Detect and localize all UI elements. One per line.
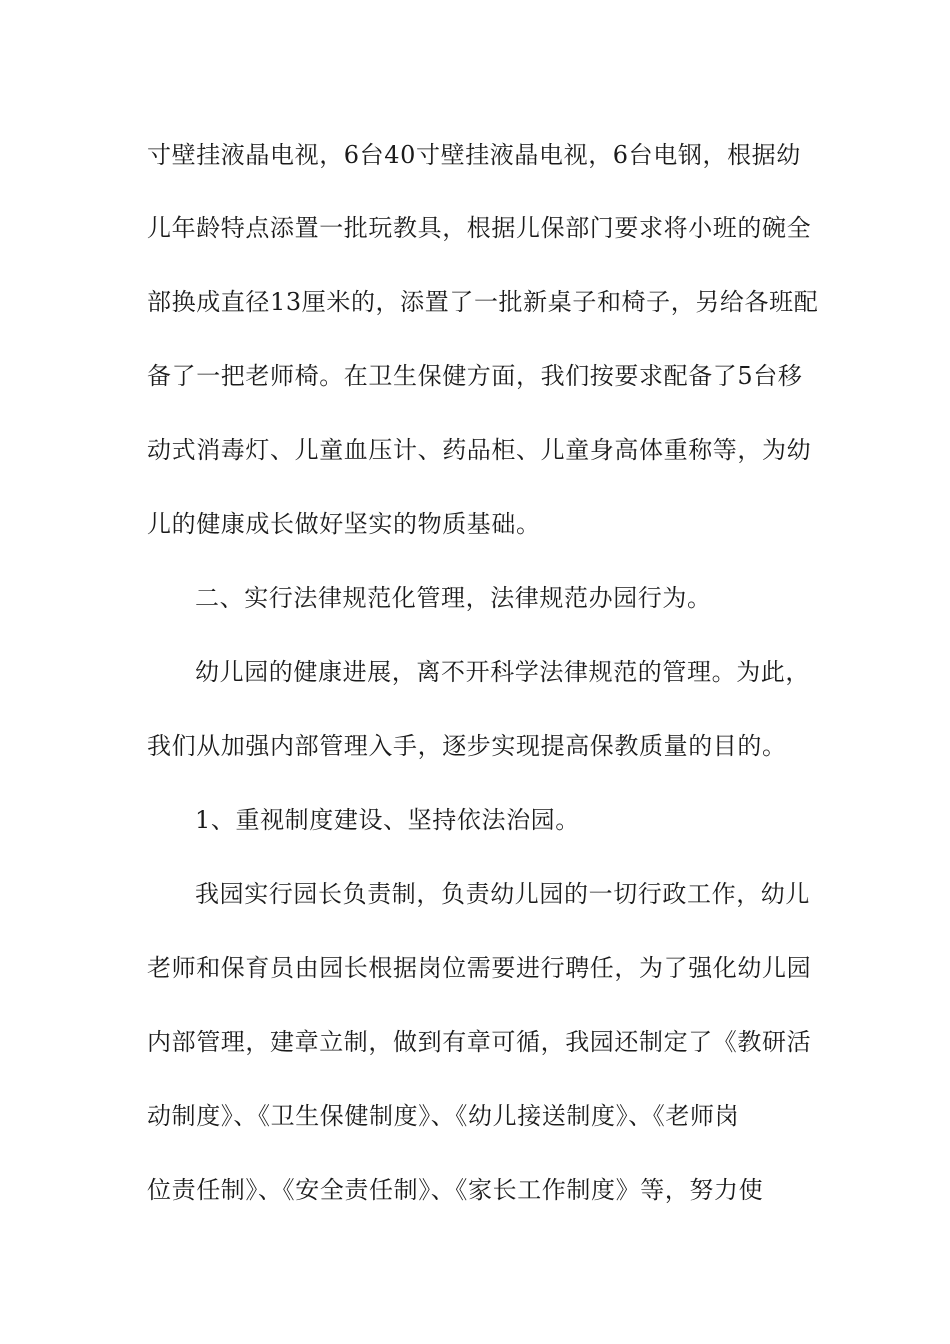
text-line: 动式消毒灯、儿童血压计、药品柜、儿童身高体重称等，为幼 [147,436,812,464]
text-line: 儿年龄特点添置一批玩教具，根据儿保部门要求将小班的碗全 [147,214,812,242]
text-line: 动制度》、《卫生保健制度》、《幼儿接送制度》、《老师岗 [147,1102,740,1130]
text-line: 寸壁挂液晶电视，6台40寸壁挂液晶电视，6台电钢，根据幼 [147,141,801,169]
text-line: 备了一把老师椅。在卫生保健方面，我们按要求配备了5台移 [147,362,803,390]
text-line: 我们从加强内部管理入手，逐步实现提高保教质量的目的。 [147,732,787,760]
text-line: 老师和保育员由园长根据岗位需要进行聘任，为了强化幼儿园 [147,954,812,982]
paragraph-start: 幼儿园的健康进展，离不开科学法律规范的管理。为此， [195,658,810,686]
subsection-heading: 1、重视制度建设、坚持依法治园。 [195,806,580,834]
text-line: 位责任制》、《安全责任制》、《家长工作制度》等，努力使 [147,1176,764,1204]
section-heading: 二、实行法律规范化管理，法律规范办园行为。 [195,584,712,612]
text-line: 部换成直径13厘米的，添置了一批新桌子和椅子，另给各班配 [147,288,819,316]
paragraph-start: 我园实行园长负责制，负责幼儿园的一切行政工作，幼儿 [195,880,810,908]
text-line: 内部管理，建章立制，做到有章可循，我园还制定了《教研活 [147,1028,812,1056]
text-line: 儿的健康成长做好坚实的物质基础。 [147,510,541,538]
